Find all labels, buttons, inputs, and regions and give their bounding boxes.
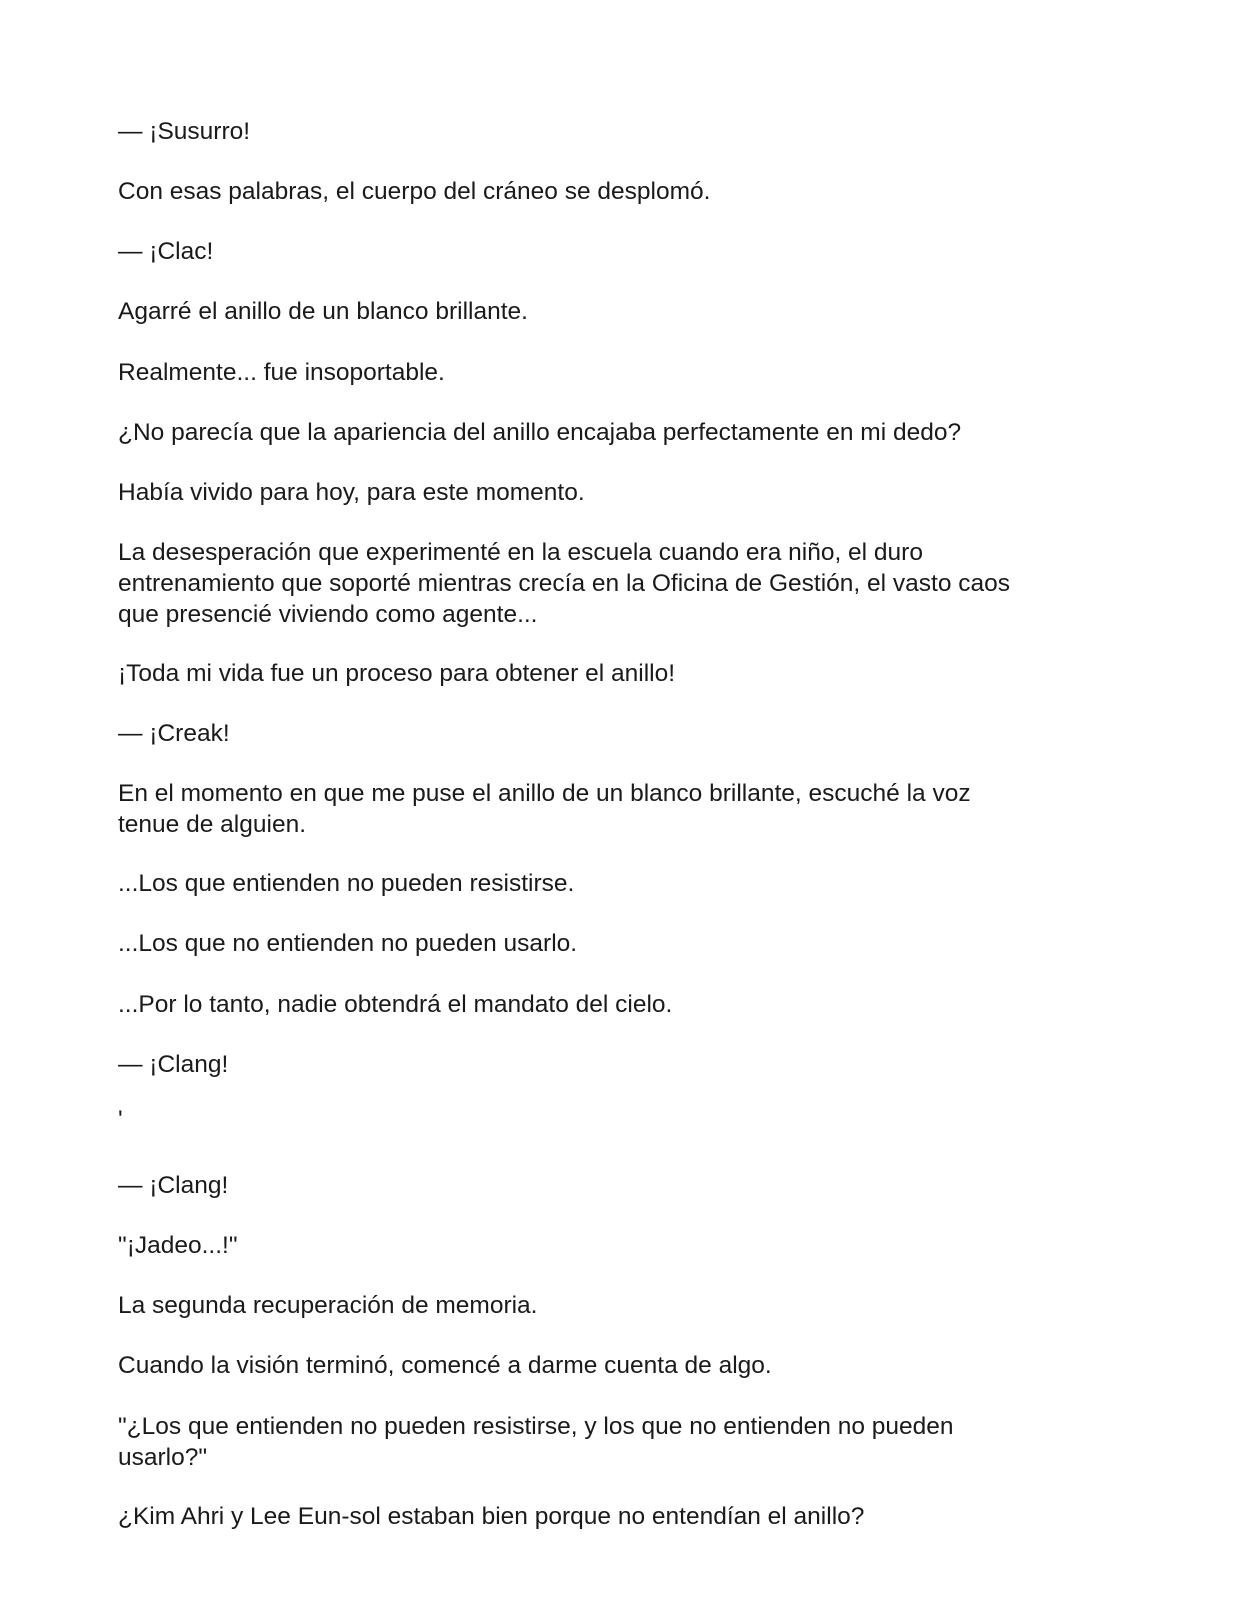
paragraph: — ¡Clang! bbox=[118, 1051, 229, 1078]
paragraph: — ¡Susurro! bbox=[118, 118, 251, 145]
paragraph: ¿Kim Ahri y Lee Eun-sol estaban bien porque no entendían el anillo? bbox=[118, 1503, 865, 1530]
paragraph: Agarré el anillo de un blanco brillante. bbox=[118, 298, 528, 325]
paragraph: ' bbox=[118, 1106, 123, 1133]
paragraph: ...Los que entienden no pueden resistirse. bbox=[118, 870, 575, 897]
paragraph: Había vivido para hoy, para este momento. bbox=[118, 479, 585, 506]
paragraph: ¡Toda mi vida fue un proceso para obtener el anillo! bbox=[118, 660, 676, 687]
paragraph: ...Los que no entienden no pueden usarlo. bbox=[118, 930, 578, 957]
paragraph: Cuando la visión terminó, comencé a darme cuenta de algo. bbox=[118, 1352, 772, 1379]
paragraph: Con esas palabras, el cuerpo del cráneo se desplomó. bbox=[118, 178, 711, 205]
paragraph: ¿No parecía que la apariencia del anillo encajaba perfectamente en mi dedo? bbox=[118, 419, 962, 446]
paragraph: — ¡Clang! bbox=[118, 1172, 229, 1199]
paragraph: — ¡Clac! bbox=[118, 238, 214, 265]
paragraph: En el momento en que me puse el anillo de un blanco brillante, escuché la voz tenue de alguien. bbox=[118, 780, 971, 838]
paragraph: La segunda recuperación de memoria. bbox=[118, 1292, 538, 1319]
paragraph: Realmente... fue insoportable. bbox=[118, 359, 445, 386]
paragraph: ...Por lo tanto, nadie obtendrá el mandato del cielo. bbox=[118, 991, 673, 1018]
paragraph: "¿Los que entienden no pueden resistirse, y los que no entienden no pueden usarlo?" bbox=[118, 1413, 954, 1471]
paragraph: "¡Jadeo...!" bbox=[118, 1232, 238, 1259]
paragraph: La desesperación que experimenté en la escuela cuando era niño, el duro entrenamiento que soporté mientras crecía en la Oficina de Gestión, el vasto caos que presencié viviendo como agente... bbox=[118, 539, 1011, 628]
paragraph: — ¡Creak! bbox=[118, 720, 230, 747]
